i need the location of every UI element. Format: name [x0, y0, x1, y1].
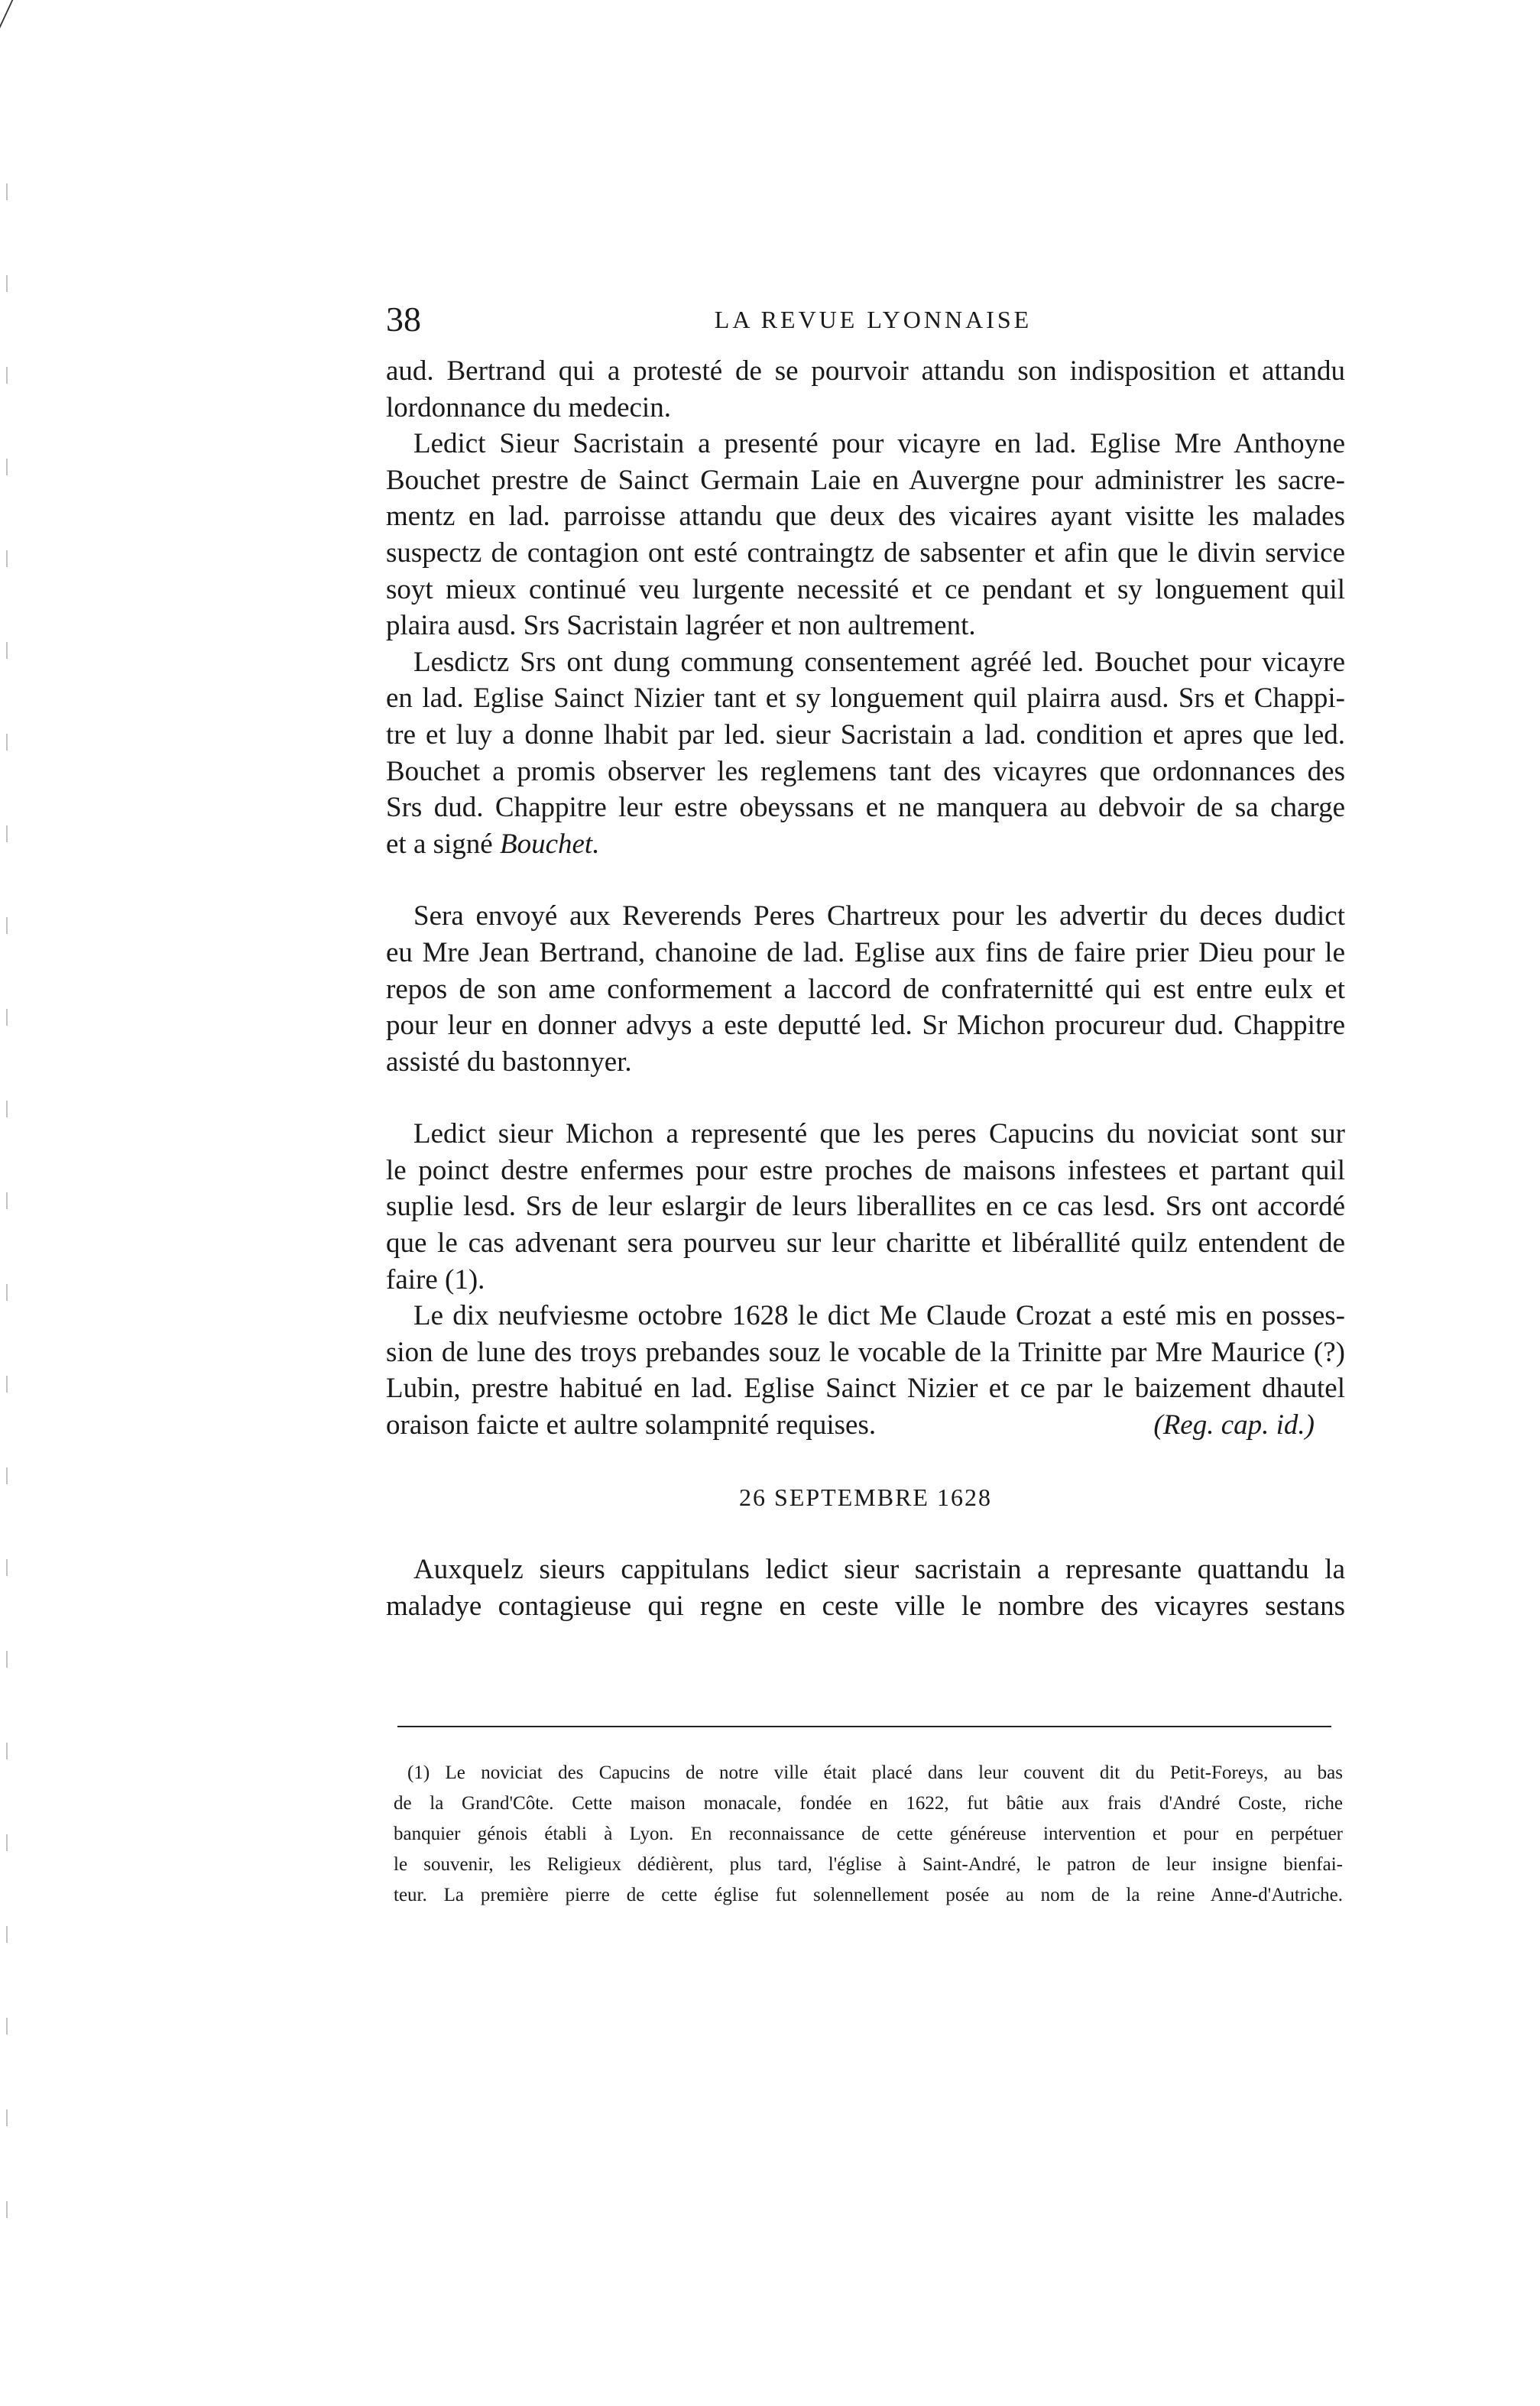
paragraph-gap	[386, 1444, 1345, 1480]
text-line: Lesdictz Srs ont dung commung consentement agréé led. Bouchet pour vicayre	[413, 646, 1345, 678]
text-line: Ledict Sieur Sacristain a presenté pour vicayre en lad. Eglise Mre Anthoyne	[413, 428, 1345, 460]
text-line: sion de lune des troys prebandes souz le vocable de la Trinitte par Mre Maurice (?)	[386, 1336, 1345, 1368]
text-line: pour leur en donner advys a este deputté led. Sr Michon procureur dud. Chappitre	[386, 1010, 1345, 1042]
text-line: en lad. Eglise Sainct Nizier tant et sy longuement quil plairra ausd. Srs et Chappi-	[386, 683, 1345, 715]
text-line	[386, 1407, 1345, 1444]
text-line: aud. Bertrand qui a protesté de se pourvoir attandu son indisposition et attandu	[386, 355, 1345, 387]
text-line	[386, 826, 1345, 863]
text-line: repos de son ame conformement a laccord de confraternitté qui est entre eulx et	[386, 973, 1345, 1005]
text-line: Srs dud. Chappitre leur estre obeyssans et ne manquera au debvoir de sa charge	[386, 792, 1345, 824]
page-number: 38	[386, 300, 421, 339]
text-line: Le dix neufviesme octobre 1628 le dict Me Claude Crozat a esté mis en posses-	[413, 1300, 1345, 1332]
paragraph-gap	[386, 1080, 1345, 1116]
text-line: assisté du bastonnyer.	[386, 1046, 632, 1078]
footnote-rule	[397, 1726, 1331, 1727]
text-line: soyt mieux continué veu lurgente necessité et ce pendant et sy longuement quil	[386, 573, 1345, 605]
paragraph-gap	[386, 1516, 1345, 1552]
text-line: Bouchet a promis observer les reglemens tant des vicayres que ordonnances des	[386, 755, 1345, 787]
text-line: suplie lesd. Srs de leur eslargir de leurs liberallites en ce cas lesd. Srs ont accordé	[386, 1191, 1345, 1223]
running-head	[386, 297, 1360, 342]
text-line: Bouchet prestre de Sainct Germain Laie en Auvergne pour administrer les sacre-	[386, 464, 1345, 496]
text-line: eu Mre Jean Bertrand, chanoine de lad. Eglise aux fins de faire prier Dieu pour le	[386, 936, 1345, 968]
text-line: tre et luy a donne lhabit par led. sieur Sacristain a lad. condition et apres que led.	[386, 718, 1345, 751]
text-line: mentz en lad. parroisse attandu que deux des vicaires ayant visitte les malades	[386, 501, 1345, 533]
text-line: Ledict sieur Michon a representé que les peres Capucins du noviciat sont sur	[413, 1118, 1345, 1150]
footnote-line: le souvenir, les Religieux dédièrent, plus tard, l'église à Saint-André, le patron de leur insigne bienfai-	[394, 1854, 1343, 1875]
text-line: Sera envoyé aux Reverends Peres Chartreux pour les advertir du deces dudict	[413, 900, 1345, 932]
text-line: plaira ausd. Srs Sacristain lagréer et non aultrement.	[386, 610, 976, 642]
text-line: Auxquelz sieurs cappitulans ledict sieur sacristain a represante quattandu la	[413, 1554, 1345, 1586]
text-line: maladye contagieuse qui regne en ceste ville le nombre des vicayres sestans	[386, 1590, 1345, 1622]
text-line: suspectz de contagion ont esté contraingtz de sabsenter et afin que le divin service	[386, 537, 1345, 569]
footnote-line: teur. La première pierre de cette église fut solennellement posée au nom de la reine Anne-d'Autriche.	[394, 1885, 1343, 1905]
signature: Bouchet.	[499, 828, 600, 860]
journal-title: LA REVUE LYONNAISE	[714, 306, 1033, 333]
margin-mark	[0, 0, 21, 31]
citation: (Reg. cap. id.)	[1153, 1409, 1315, 1441]
scan-edge-marks	[6, 183, 8, 2247]
text-line: lordonnance du medecin.	[386, 391, 671, 423]
text-segment: oraison faicte et aultre solampnité requises.	[386, 1409, 877, 1441]
text-segment: et a signé	[386, 828, 493, 860]
text-line: que le cas advenant sera pourveu sur leur charitte et libérallité quilz entendent de	[386, 1227, 1345, 1260]
footnote-line: (1) Le noviciat des Capucins de notre ville était placé dans leur couvent dit du Petit-Foreys, au bas	[407, 1762, 1343, 1783]
text-line: Lubin, prestre habitué en lad. Eglise Sainct Nizier et ce par le baizement dhautel	[386, 1373, 1345, 1405]
footnote-line: de la Grand'Côte. Cette maison monacale, fondée en 1622, fut bâtie aux frais d'André Coste, riche	[394, 1793, 1343, 1814]
footnote	[394, 1758, 1343, 1911]
section-heading: 26 SEPTEMBRE 1628	[739, 1483, 992, 1511]
text-line: le poinct destre enfermes pour estre proches de maisons infestees et partant quil	[386, 1154, 1345, 1186]
footnote-line: banquier génois établi à Lyon. En reconnaissance de cette généreuse intervention et pour en perpétuer	[394, 1824, 1343, 1844]
body-text	[386, 353, 1345, 1624]
text-line: faire (1).	[386, 1263, 485, 1295]
paragraph-gap	[386, 862, 1345, 898]
